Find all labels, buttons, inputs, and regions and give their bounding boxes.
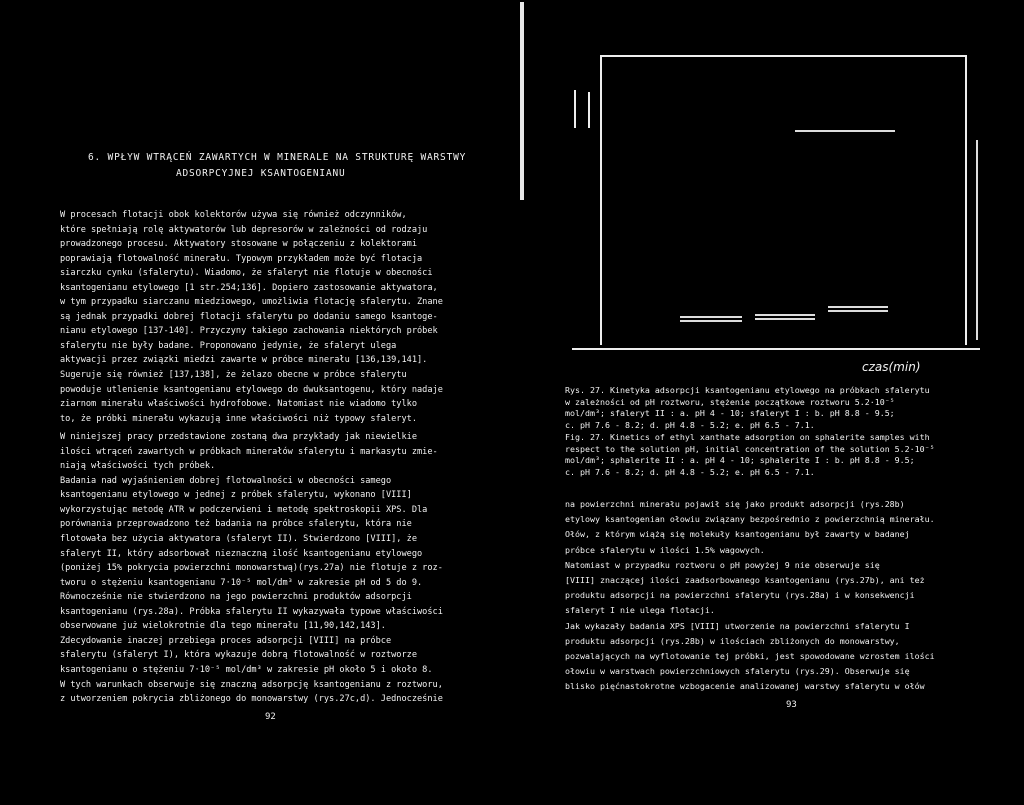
text-line: siarczku cynku (sfalerytu). Wiadomo, że sfaleryt nie flotuje w obecności <box>60 268 433 279</box>
curve-segment <box>828 310 888 312</box>
text-line: prowadzonego procesu. Aktywatory stosowane w połączeniu z kolektorami <box>60 239 417 250</box>
heading-line-1: 6. WPŁYW WTRĄCEŃ ZAWARTYCH W MINERALE NA STRUKTURĘ WARSTWY <box>88 152 467 163</box>
text-line: blisko pięćnastokrotne wzbogacenie analizowanej warstwy sfalerytu w ołów <box>565 681 925 692</box>
figure-caption-polish <box>565 385 985 431</box>
text-line: ksantogenianu etylowego [1 str.254;136]. Dopiero zastosowanie aktywatora, <box>60 282 438 293</box>
text-line: ksantogenianu o stężeniu 7·10⁻⁵ mol/dm³ w zakresie pH około 5 i około 8. <box>60 664 433 675</box>
curve-segment <box>755 318 815 320</box>
chart-x-label: czas(min) <box>862 360 921 374</box>
text-line: które spełniają rolę aktywatorów lub depresorów w zależności od rodzaju <box>60 224 428 235</box>
text-line: w tym przypadku siarczanu miedziowego, umożliwia flotację sfalerytu. Znane <box>60 297 443 308</box>
text-line: Jak wykazały badania XPS [VIII] utworzenie na powierzchni sfalerytu I <box>565 620 910 631</box>
curve-segment <box>755 314 815 316</box>
text-line: Zdecydowanie inaczej przebiega proces adsorpcji [VIII] na próbce <box>60 635 392 646</box>
text-line: Równocześnie nie stwierdzono na jego powierzchni produktów adsorpcji <box>60 592 412 603</box>
left-body-text <box>60 208 500 707</box>
text-line: mol/dm³; sphalerite II : a. pH 4 - 10; sphalerite I : b. pH 8.8 - 9.5; <box>565 455 915 465</box>
text-line: [VIII] znaczącej ilości zaadsorbowanego ksantogenianu (rys.27b), ani też <box>565 575 925 586</box>
text-line: Fig. 27. Kinetics of ethyl xanthate adsorption on sphalerite samples with <box>565 432 930 442</box>
text-line: ksantogenianu (rys.28a). Próbka sfalerytu II wykazywała typowe właściwości <box>60 606 443 617</box>
text-line: niają właściwości tych próbek. <box>60 461 216 472</box>
text-line: ołowiu w warstwach powierzchniowych sfalerytu (rys.29). Obserwuje się <box>565 666 910 677</box>
text-line: c. pH 7.6 - 8.2; d. pH 4.8 - 5.2; e. pH 6.5 - 7.1. <box>565 419 815 430</box>
text-line: Rys. 27. Kinetyka adsorpcji ksantogenianu etylowego na próbkach sfalerytu <box>565 385 930 395</box>
text-line: c. pH 7.6 - 8.2; d. pH 4.8 - 5.2; e. pH 6.5 - 7.1. <box>565 466 815 477</box>
heading-line-2: ADSORPCYJNEJ KSANTOGENIANU <box>176 168 346 179</box>
text-line: aktywacji przez związki miedzi zawarte w próbce minerału [136,139,141]. <box>60 355 428 366</box>
page-number-left: 92 <box>265 712 276 722</box>
figure-caption-english <box>565 432 985 478</box>
text-line: z utworzeniem pokrycia zbliżonego do monowarstwy (rys.27c,d). Jednocześnie <box>60 694 443 705</box>
section-heading <box>88 150 466 182</box>
curve-segment <box>828 306 888 308</box>
text-line: nianu etylowego [137-140]. Przyczyny takiego zachowania niektórych próbek <box>60 326 438 337</box>
text-line: ilości wtrąceń zawartych w próbkach minerałów sfalerytu i markasytu zmie- <box>60 446 438 457</box>
text-line: sfaleryt II, który adsorbował nieznaczną ilość ksantogenianu etylowego <box>60 548 423 559</box>
text-line: na powierzchni minerału pojawił się jako produkt adsorpcji (rys.28b) <box>565 499 905 509</box>
chart-left-mark <box>574 90 576 128</box>
text-line: porównania przeprowadzono też badania na próbce sfalerytu, która nie <box>60 519 412 530</box>
page-spine <box>520 2 524 200</box>
chart-left-mark-2 <box>588 92 590 128</box>
curve-segment <box>680 320 742 322</box>
text-line: ziarnom minerału właściwości hydrofobowe. Natomiast nie wiadomo tylko <box>60 399 417 410</box>
text-line: W tych warunkach obserwuje się znaczną adsorpcję ksantogenianu z roztworu, <box>60 679 443 690</box>
text-line: W niniejszej pracy przedstawione zostaną dwa przykłady jak niewielkie <box>60 432 417 443</box>
text-line: sfalerytu nie były badane. Proponowano jedynie, że sfaleryt ulega <box>60 340 397 351</box>
text-line: Natomiast w przypadku roztworu o pH powyżej 9 nie obserwuje się <box>565 559 880 570</box>
text-line: poprawiają flotowalność minerału. Typowym przykładem może być flotacja <box>60 253 423 264</box>
text-line: Badania nad wyjaśnieniem dobrej flotowalności w obecności samego <box>60 475 392 486</box>
curve-segment <box>680 316 742 318</box>
text-line: tworu o stężeniu ksantogenianu 7·10⁻⁵ mol/dm³ w zakresie pH od 5 do 9. <box>60 577 423 588</box>
text-line: respect to the solution pH, initial concentration of the solution 5.2·10⁻⁵ <box>565 443 935 454</box>
text-line: W procesach flotacji obok kolektorów używa się również odczynników, <box>60 210 407 220</box>
text-line: etylowy ksantogenian ołowiu związany bezpośrednio z powierzchnią minerału. <box>565 514 935 525</box>
right-body-text <box>565 497 995 695</box>
text-line: w zależności od pH roztworu, stężenie początkowe roztworu 5.2·10⁻⁵ <box>565 396 895 407</box>
text-line: produktu adsorpcji (rys.28b) w ilościach zbliżonych do monowarstwy, <box>565 635 900 646</box>
text-line: wykorzystując metodę ATR w podczerwieni i metodę spektroskopii XPS. Dla <box>60 504 428 515</box>
chart-frame <box>600 55 967 345</box>
text-line: Ołów, z którym wiążą się molekuły ksantogenianu był zawarty w badanej <box>565 529 910 540</box>
text-line: ksantogenianu etylowego w jednej z próbek sfalerytu, wykonano [VIII] <box>60 490 412 501</box>
text-line: sfaleryt I nie ulega flotacji. <box>565 605 715 616</box>
text-line: mol/dm³; sfaleryt II : a. pH 4 - 10; sfaleryt I : b. pH 8.8 - 9.5; <box>565 408 895 418</box>
text-line: sfalerytu (sfaleryt I), która wykazuje dobrą flotowalność w roztworze <box>60 650 417 661</box>
text-line: to, że próbki minerału wykazują inne właściwości niż typowy sfaleryt. <box>60 413 417 424</box>
curve-segment <box>795 130 895 132</box>
text-line: są jednak przypadki dobrej flotacji sfalerytu po dodaniu samego ksantoge- <box>60 311 438 322</box>
page-number-right: 93 <box>786 700 797 710</box>
text-line: obserwowane już wielokrotnie dla tego minerału [11,90,142,143]. <box>60 621 386 632</box>
text-line: powoduje utlenienie ksantogenianu etylowego do dwuksantogenu, który nadaje <box>60 384 443 395</box>
text-line: flotowała bez użycia aktywatora (sfaleryt II). Stwierdzono [VIII], że <box>60 534 417 545</box>
chart-right-edge <box>976 140 978 340</box>
text-line: (poniżej 15% pokrycia powierzchni monowarstwą)(rys.27a) nie flotuje z roz- <box>60 563 443 574</box>
text-line: pozwalających na wyflotowanie tej próbki, jest spowodowane wzrostem ilości <box>565 651 935 662</box>
text-line: próbce sfalerytu w ilości 1.5% wagowych. <box>565 544 765 555</box>
text-line: Sugeruje się również [137,138], że żelazo obecne w próbce sfalerytu <box>60 370 407 381</box>
text-line: produktu adsorpcji na powierzchni sfalerytu (rys.28a) i w konsekwencji <box>565 590 915 601</box>
chart-x-axis <box>572 348 980 350</box>
